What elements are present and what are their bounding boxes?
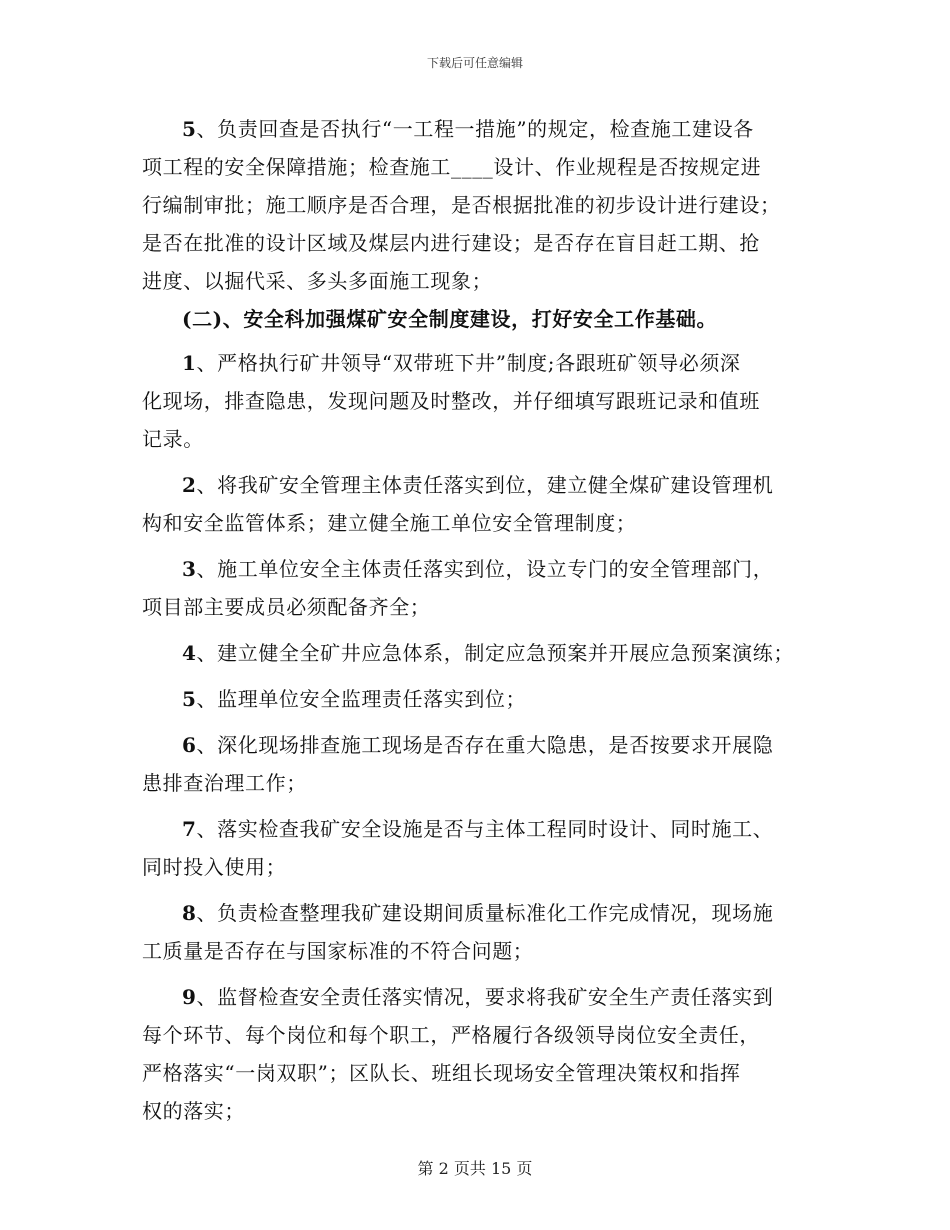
paragraph-line: 患排查治理工作； xyxy=(142,771,307,795)
paragraph xyxy=(142,110,822,300)
section-heading-text: (二)、安全科加强煤矿安全制度建设，打好安全工作基础。 xyxy=(182,307,718,331)
paragraph xyxy=(142,550,822,626)
paragraph-line: 权的落实； xyxy=(142,1099,245,1123)
page-footer: 第 2 页共 15 页 xyxy=(417,1159,533,1178)
line-text: 、落实检查我矿安全设施是否与主体工程同时设计、同时施工、 xyxy=(196,817,774,841)
paragraph-line xyxy=(142,466,822,504)
paragraph-line xyxy=(142,110,822,148)
paragraph-line: 工质量是否存在与国家标准的不符合问题； xyxy=(142,939,534,963)
paragraph-line: 进度、以掘代采、多头多面施工现象； xyxy=(142,269,493,293)
item-number: 7 xyxy=(182,817,197,841)
item-number: 8 xyxy=(182,901,197,925)
line-text: 、严格执行矿井领导“双带班下井”制度;各跟班矿领导必须深 xyxy=(196,351,741,375)
paragraph-line xyxy=(142,634,822,672)
item-number: 5 xyxy=(182,687,197,711)
paragraph-line xyxy=(142,550,822,588)
paragraph-line xyxy=(142,894,822,932)
paragraph-line: 记录。 xyxy=(142,427,204,451)
paragraph xyxy=(142,344,822,458)
line-text: 、施工单位安全主体责任落实到位，设立专门的安全管理部门， xyxy=(196,557,774,581)
section-heading xyxy=(142,300,822,338)
paragraph xyxy=(142,726,822,802)
line-text: 、建立健全全矿井应急体系，制定应急预案并开展应急预案演练； xyxy=(196,641,794,665)
item-number: 9 xyxy=(182,985,197,1009)
item-number: 1 xyxy=(182,351,197,375)
paragraph-line: 项工程的安全保障措施；检查施工____设计、作业规程是否按规定进 xyxy=(142,155,762,179)
paragraph-line: 化现场，排查隐患，发现问题及时整改，并仔细填写跟班记录和值班 xyxy=(142,389,760,413)
line-text: 、将我矿安全管理主体责任落实到位，建立健全煤矿建设管理机 xyxy=(196,473,774,497)
paragraph-line: 严格落实“一岗双职”；区队长、班组长现场安全管理决策权和指挥 xyxy=(142,1061,741,1085)
paragraph-line xyxy=(142,810,822,848)
paragraph-line: 每个环节、每个岗位和每个职工，严格履行各级领导岗位安全责任， xyxy=(142,1023,760,1047)
line-text: 、负责检查整理我矿建设期间质量标准化工作完成情况，现场施 xyxy=(196,901,774,925)
paragraph xyxy=(142,634,822,672)
paragraph xyxy=(142,680,822,718)
paragraph-line xyxy=(142,344,822,382)
paragraph-line xyxy=(142,726,822,764)
line-text: 、深化现场排查施工现场是否存在重大隐患，是否按要求开展隐 xyxy=(196,733,774,757)
line-text: 、监督检查安全责任落实情况，要求将我矿安全生产责任落实到 xyxy=(196,985,774,1009)
paragraph-line: 行编制审批；施工顺序是否合理，是否根据批准的初步设计进行建设； xyxy=(142,193,781,217)
document-body xyxy=(142,110,822,1130)
item-number: 2 xyxy=(182,473,197,497)
paragraph-line: 同时投入使用； xyxy=(142,855,287,879)
line-text: 、监理单位安全监理责任落实到位； xyxy=(196,687,527,711)
paragraph-line xyxy=(142,680,822,718)
page-header: 下载后可任意编辑 xyxy=(426,56,523,70)
item-number: 4 xyxy=(182,641,197,665)
paragraph xyxy=(142,466,822,542)
paragraph xyxy=(142,978,822,1130)
paragraph-line: 构和安全监管体系；建立健全施工单位安全管理制度； xyxy=(142,511,637,535)
item-number: 5 xyxy=(182,117,197,141)
line-text: 、负责回查是否执行“一工程一措施”的规定，检查施工建设各 xyxy=(196,117,754,141)
paragraph xyxy=(142,894,822,970)
paragraph-line: 项目部主要成员必须配备齐全； xyxy=(142,595,431,619)
paragraph-line: 是否在批准的设计区域及煤层内进行建设；是否存在盲目赶工期、抢 xyxy=(142,231,760,255)
paragraph xyxy=(142,810,822,886)
paragraph-line xyxy=(142,978,822,1016)
item-number: 3 xyxy=(182,557,197,581)
item-number: 6 xyxy=(182,733,197,757)
